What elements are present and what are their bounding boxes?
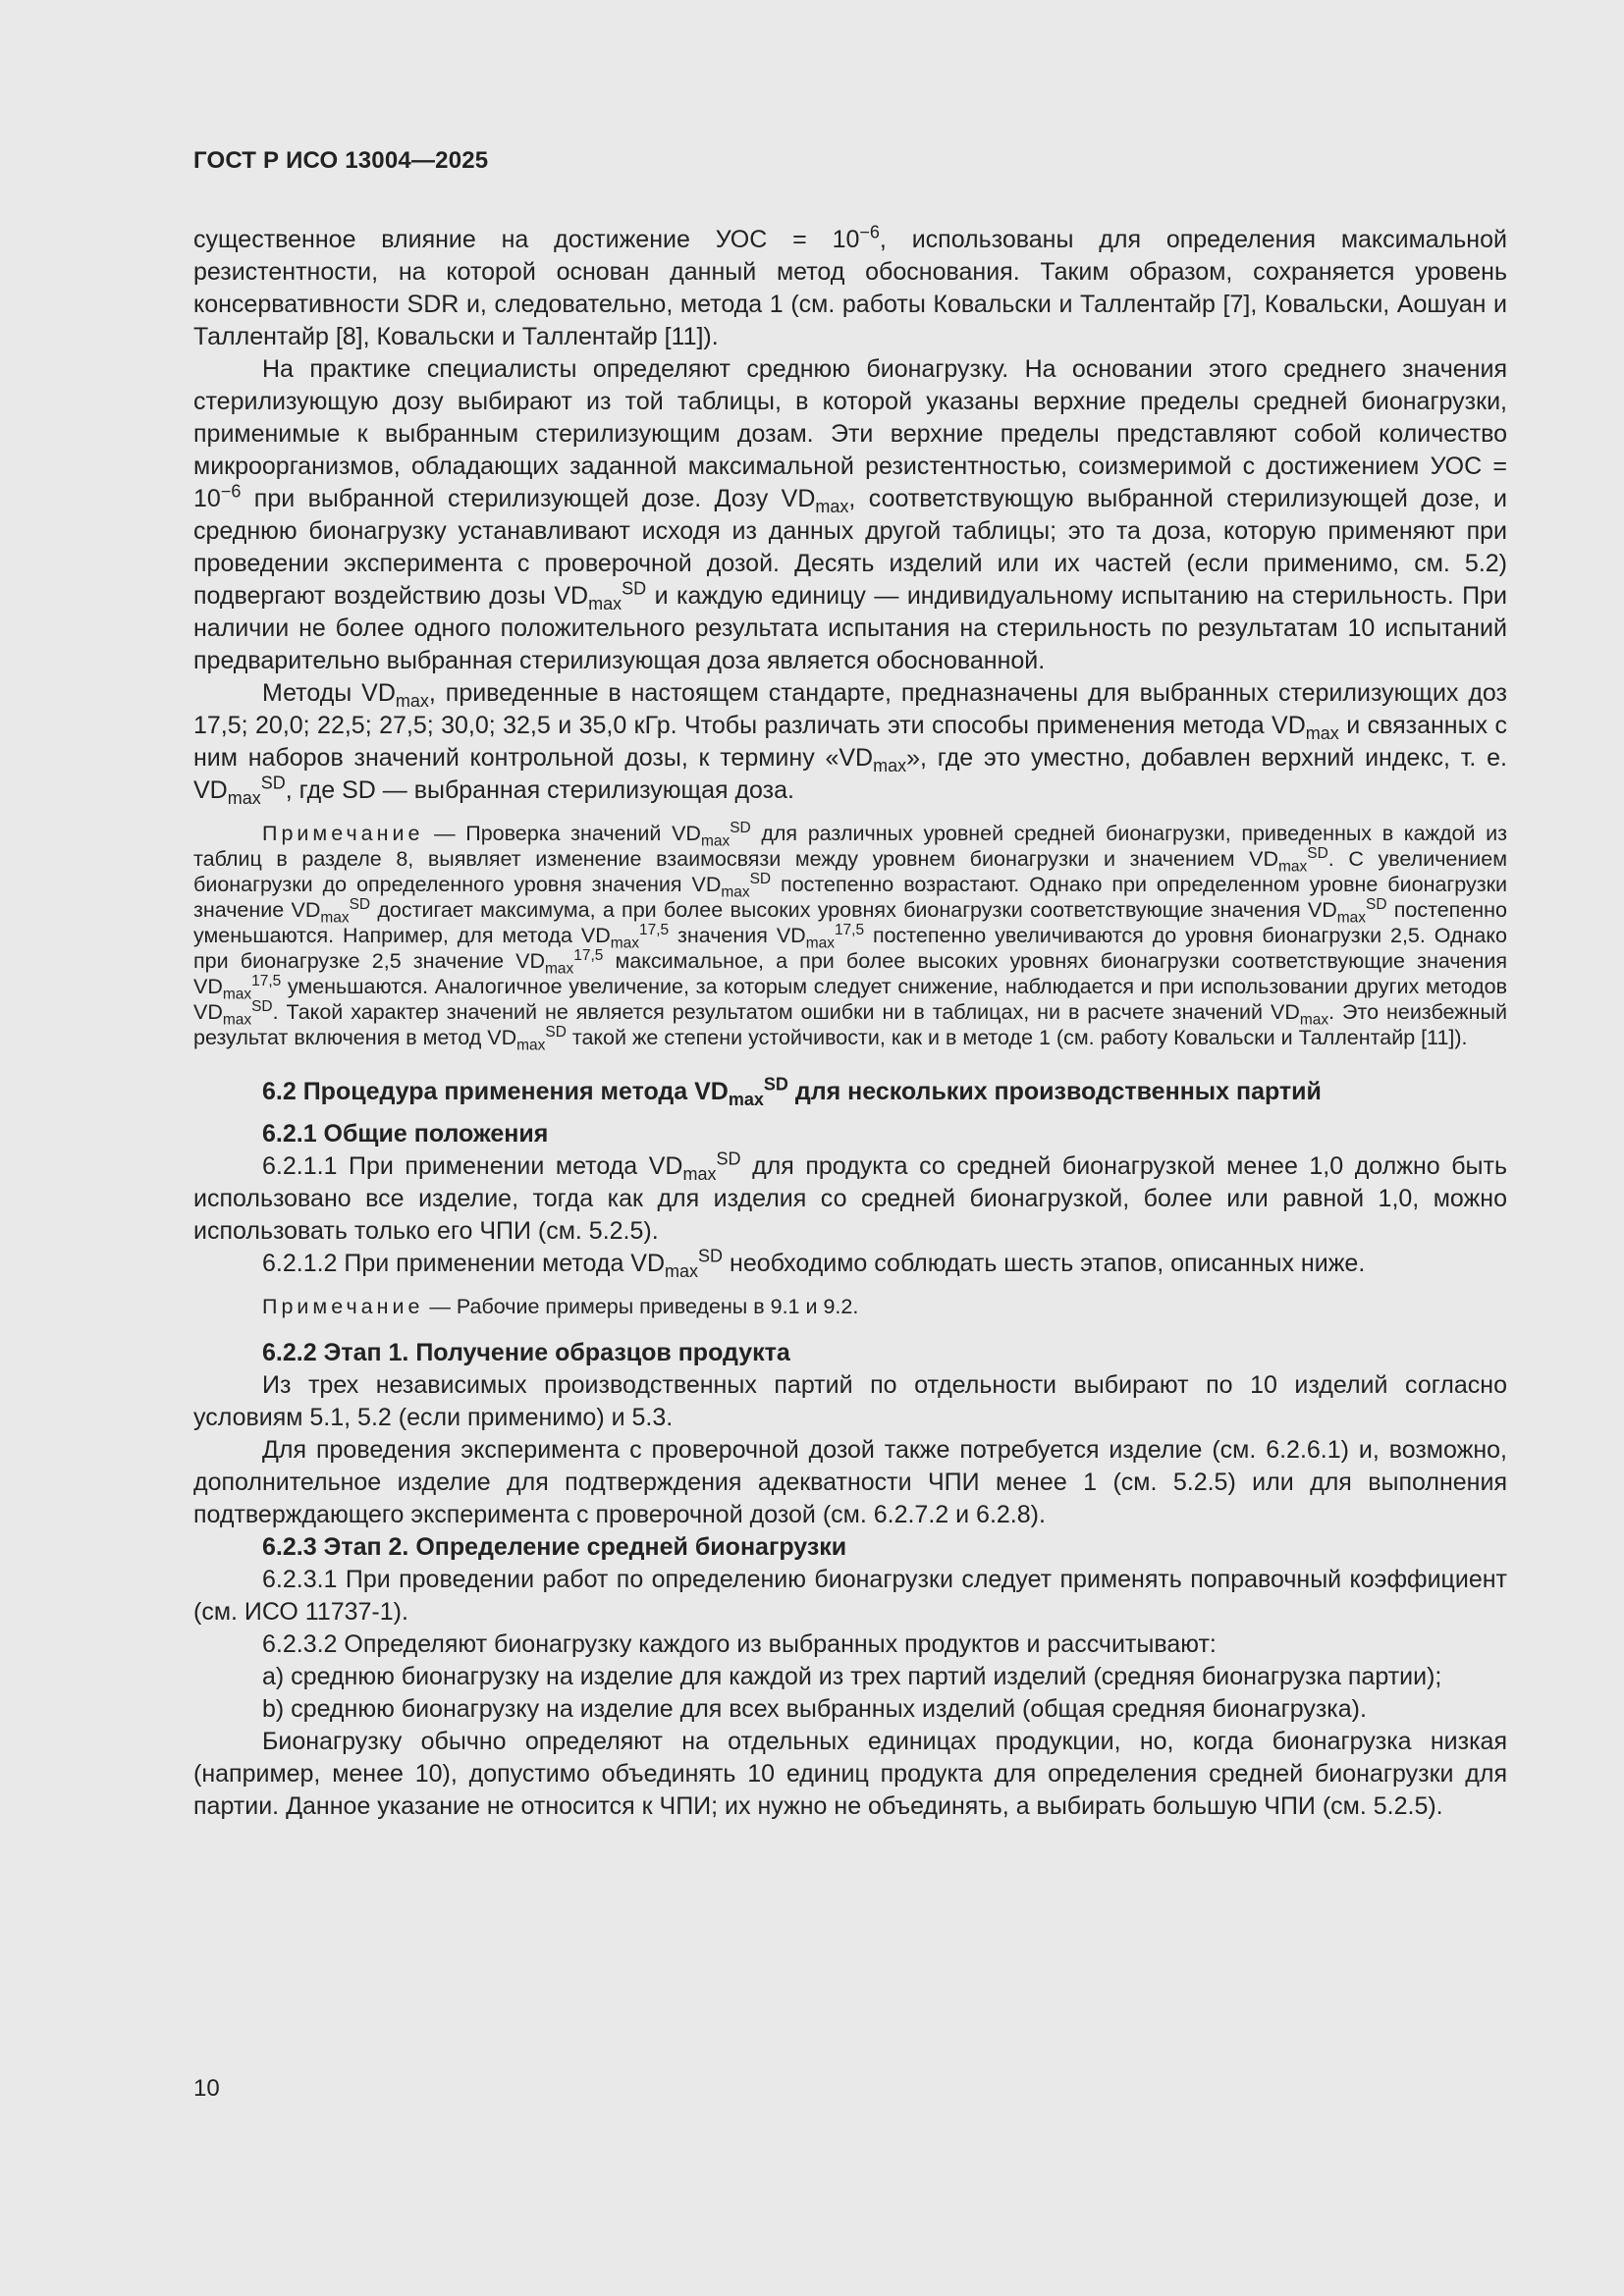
- paragraph: 6.2.3.2 Определяют бионагрузку каждого из выбранных продуктов и рассчитывают:: [262, 1630, 1217, 1658]
- section-heading-6-2: 6.2 Процедура применения метода $VD_{max}^{SD}$ для нескольких производственных партий: [262, 1074, 1322, 1109]
- note-label: Примечание: [262, 822, 424, 845]
- note: Примечание — Проверка значений $VD_{max}^{SD}$ для различных уровней средней бионагрузки, приведенных в каждой из таблиц в разделе 8, выявляет изменение взаимосвязи между уровнем бионагрузки и значением $VD_{max}^{SD}$. С увеличением бионагрузки до определенного уровня значения $VD_{max}^{SD}$ постепенно возрастают. Однако при определенном уровне бионагрузки значение $VD_{max}^{SD}$ достигает максимума, а при более высоких уровнях бионагрузки соответствующие значения $VD_{max}^{SD}$ постепенно уменьшаются. Например, для метода $VD_{max}^{17,5}$ значения $VD_{max}^{17,5}$ постепенно увеличиваются до уровня бионагрузки 2,5. Однако при бионагрузке 2,5 значение $VD_{max}^{17,5}$ максимальное, а при более высоких уровнях бионагрузки соответствующие значения $VD_{max}^{17,5}$ уменьшаются. Аналогичное увеличение, за которым следует снижение, наблюдается и при использовании других методов $VD_{max}^{SD}$. Такой характер значений не является результатом ошибки ни в таблицах, ни в расчете значений $VD_{max}$. Это неизбежный результат включения в метод $VD_{max}^{SD}$ такой же степени устойчивости, как и в методе 1 (см. работу Ковальски и Таллентайр [11]).: [193, 819, 1507, 1054]
- document-body: [193, 224, 1507, 1823]
- subsection-heading-6-2-1: 6.2.1 Общие положения: [262, 1120, 549, 1148]
- note-label: Примечание: [262, 1295, 424, 1318]
- document-header: ГОСТ Р ИСО 13004—2025: [193, 147, 489, 174]
- subsection-heading-6-2-3: 6.2.3 Этап 2. Определение средней бионагрузки: [262, 1533, 847, 1561]
- paragraph: существенное влияние на достижение УОС = $10^{-6}$, использованы для определения максимальной резистентности, на которой основан данный метод обоснования. Таким образом, сохраняется уровень консервативности SDR и, следовательно, метода 1 (см. работы Ковальски и Таллентайр [7], Ковальски, Аошуан и Таллентайр [8], Ковальски и Таллентайр [11]).: [193, 222, 1507, 350]
- subsection-heading-6-2-2: 6.2.2 Этап 1. Получение образцов продукта: [262, 1339, 790, 1366]
- paragraph: Бионагрузку обычно определяют на отдельных единицах продукции, но, когда бионагрузка низкая (например, менее 10), допустимо объединять 10 единиц продукта для определения средней бионагрузки для партии. Данное указание не относится к ЧПИ; их нужно не объединять, а выбирать большую ЧПИ (см. 5.2.5).: [193, 1728, 1507, 1820]
- paragraph: 6.2.1.2 При применении метода $VD_{max}^{SD}$ необходимо соблюдать шесть этапов, описанных ниже.: [262, 1246, 1366, 1281]
- paragraph: Для проведения эксперимента с проверочной дозой также потребуется изделие (см. 6.2.6.1) и, возможно, дополнительное изделие для подтверждения адекватности ЧПИ менее 1 (см. 5.2.5) или для выполнения подтверждающего эксперимента с проверочной дозой (см. 6.2.7.2 и 6.2.8).: [193, 1436, 1507, 1528]
- page-number: 10: [193, 2075, 220, 2102]
- paragraph: Из трех независимых производственных партий по отдельности выбирают по 10 изделий согласно условиям 5.1, 5.2 (если применимо) и 5.3.: [193, 1371, 1507, 1431]
- paragraph: 6.2.3.1 При проведении работ по определению бионагрузки следует применять поправочный коэффициент (см. ИСО 11737-1).: [193, 1566, 1507, 1626]
- list-item: b) среднюю бионагрузку на изделие для всех выбранных изделий (общая средняя бионагрузка).: [262, 1695, 1367, 1723]
- list-item: a) среднюю бионагрузку на изделие для каждой из трех партий изделий (средняя бионагрузка партии);: [262, 1663, 1442, 1690]
- paragraph: 6.2.1.1 При применении метода $VD_{max}^{SD}$ для продукта со средней бионагрузкой менее 1,0 должно быть использовано все изделие, тогда как для изделия со средней бионагрузкой, более или равной 1,0, можно использовать только его ЧПИ (см. 5.2.5).: [193, 1148, 1507, 1245]
- paragraph: На практике специалисты определяют среднюю бионагрузку. На основании этого среднего значения стерилизующую дозу выбирают из той таблицы, в которой указаны верхние пределы средней бионагрузки, применимые к выбранным стерилизующим дозам. Эти верхние пределы представляют собой количество микроорганизмов, обладающих заданной максимальной резистентностью, соизмеримой с достижением УОС = $10^{-6}$ при выбранной стерилизующей дозе. Дозу $VD_{max}$, соответствующую выбранной стерилизующей дозе, и среднюю бионагрузку устанавливают исходя из данных другой таблицы; это та доза, которую применяют при проведении эксперимента с проверочной дозой. Десять изделий или их частей (если применимо, см. 5.2) подвергают воздействию дозы $VD_{max}^{SD}$ и каждую единицу — индивидуальному испытанию на стерильность. При наличии не более одного положительного результата испытания на стерильность по результатам 10 испытаний предварительно выбранная стерилизующая доза является обоснованной.: [193, 355, 1508, 674]
- paragraph: Методы $VD_{max}$, приведенные в настоящем стандарте, предназначены для выбранных стерилизующих доз 17,5; 20,0; 22,5; 27,5; 30,0; 32,5 и 35,0 кГр. Чтобы различать эти способы применения метода $VD_{max}$ и связанных с ним наборов значений контрольной дозы, к термину «$VD_{max}$», где это уместно, добавлен верхний индекс, т. е. $VD_{max}^{SD}$, где SD — выбранная стерилизующая доза.: [193, 679, 1507, 808]
- note: Примечание — Рабочие примеры приведены в 9.1 и 9.2.: [262, 1295, 859, 1318]
